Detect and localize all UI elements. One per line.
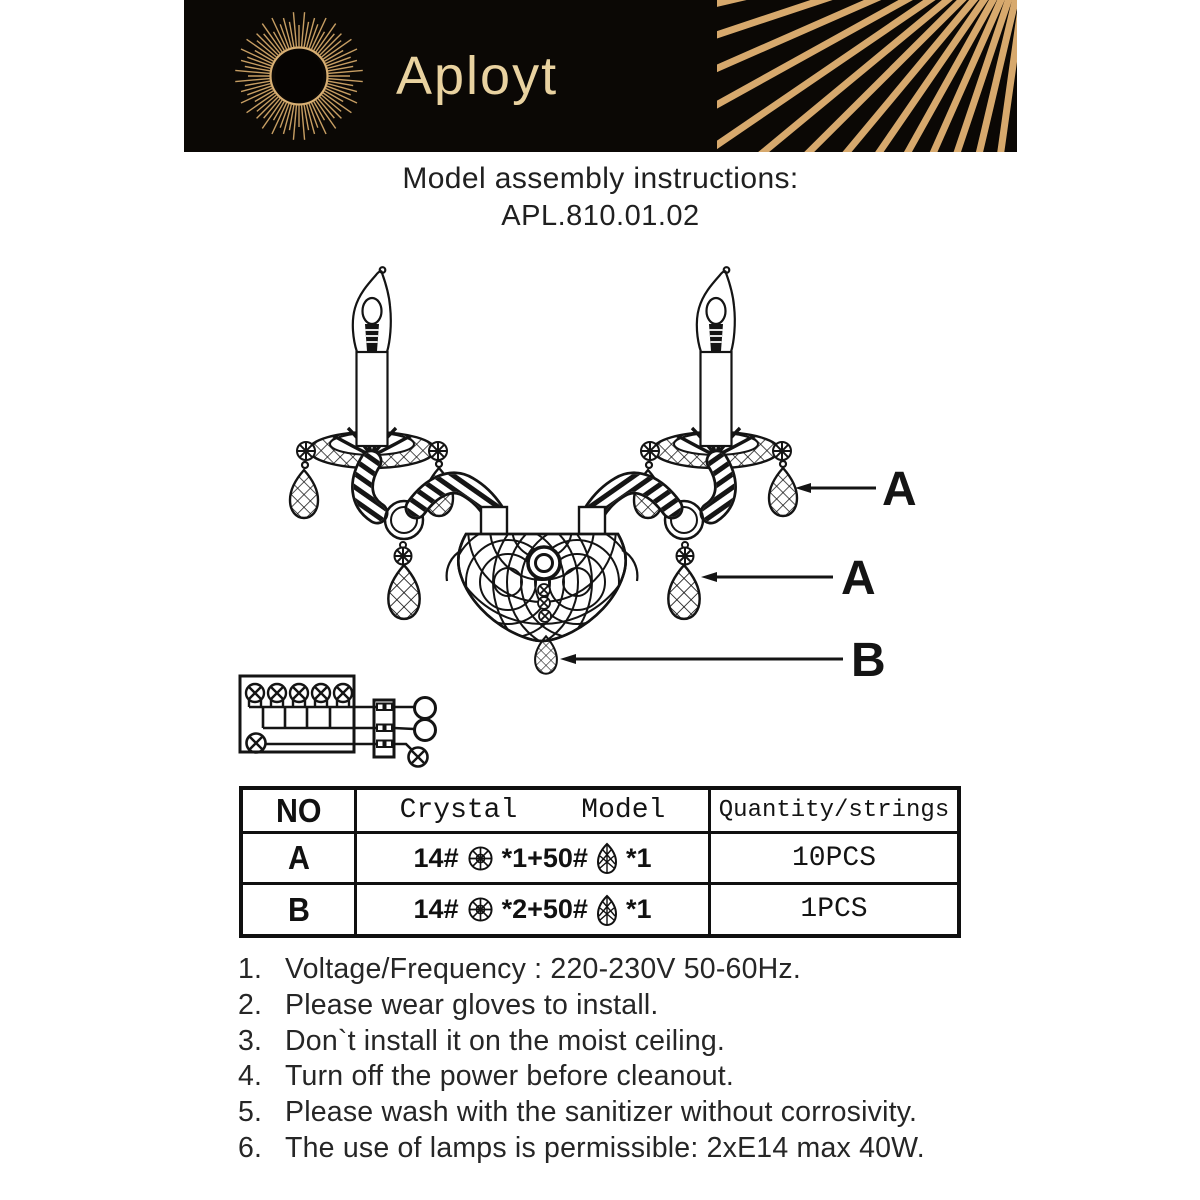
wall-plate [424,432,661,674]
table-row-a-no: A [243,834,357,885]
callout-label-a-mid: A [841,552,876,605]
instruction-item: 1. Voltage/Frequency : 220-230V 50-60Hz. [238,953,801,985]
page-title: Model assembly instructions: [402,162,799,195]
col-header-no: NO [243,790,357,834]
col-header-quantity: Quantity/strings [711,790,957,834]
wall-sconce-drawing [290,267,797,674]
table-row-b-qty: 1PCS [800,894,868,925]
callout-label-b: B [851,634,886,687]
teardrop-crystal-icon [596,842,618,874]
octagon-crystal-icon [467,845,494,872]
col-header-crystal-model: Crystal Model [357,790,711,834]
table-row-b-crystal: 14# *2+50# *1 [357,885,711,934]
wiring-diagram [240,676,436,767]
model-number: APL.810.01.02 [501,200,700,232]
instruction-item: 2. Please wear gloves to install. [238,988,659,1021]
table-row-a-qty: 10PCS [711,834,957,885]
table-row-b-no: B [243,885,357,934]
octagon-crystal-icon [467,896,494,923]
right-arm [595,461,725,539]
left-arm [363,461,493,539]
instruction-item: 6. The use of lamps is permissible: 2xE14 max 40W. [238,1131,925,1164]
instruction-item: 3. Don`t install it on the moist ceiling. [238,1024,726,1057]
instructions-list [238,952,998,1167]
callout-label-a-top: A [882,463,917,516]
instruction-item: 5. Please wash with the sanitizer without corrosivity. [238,1096,918,1129]
brand-wordmark: Aployt [396,46,559,106]
parts-table [239,786,961,938]
table-row-a-crystal: 14# *1+50# *1 [357,834,711,885]
instruction-item: 4. Turn off the power before cleanout. [238,1060,735,1093]
teardrop-crystal-icon [596,894,618,926]
